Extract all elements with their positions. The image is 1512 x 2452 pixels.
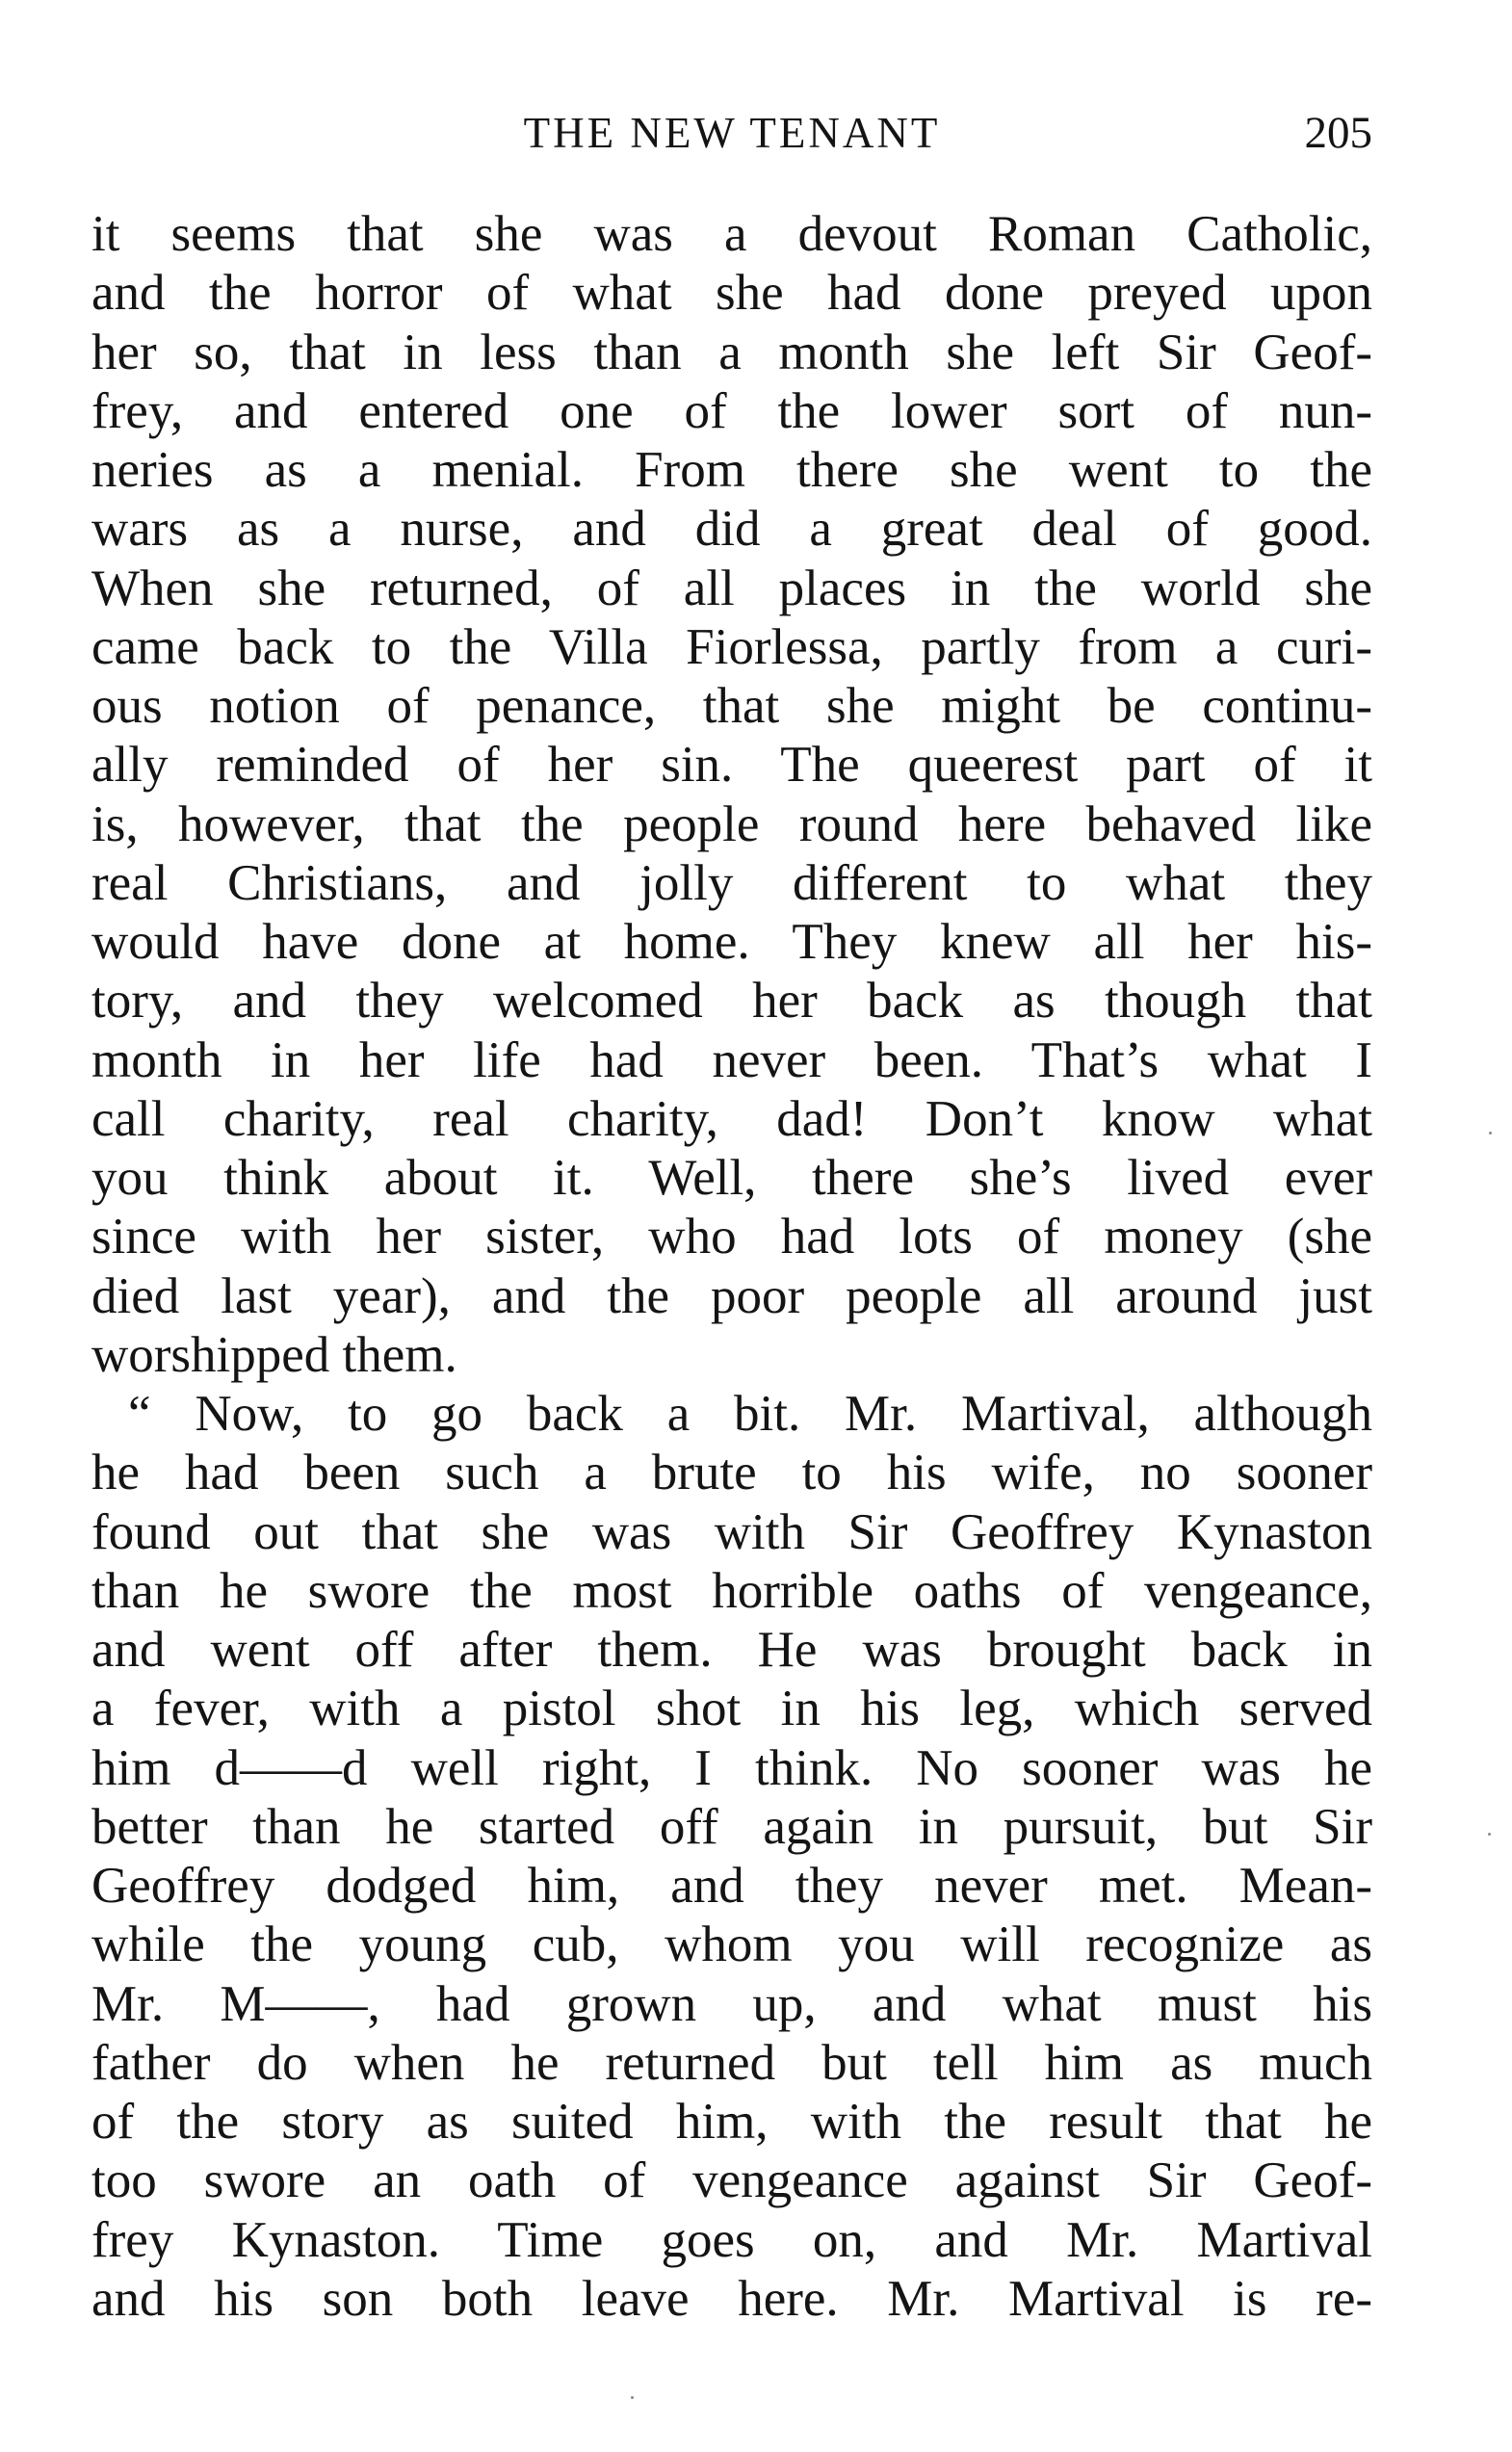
text-line: neries as a menial. From there she went to the <box>91 442 1372 498</box>
paper-speck <box>631 2396 634 2399</box>
text-line: would have done at home. They knew all her his- <box>91 914 1372 970</box>
text-line: ally reminded of her sin. The queerest part of it <box>91 737 1372 794</box>
page-number: 205 <box>1304 108 1372 158</box>
text-line: died last year), and the poor people all around just <box>91 1267 1372 1324</box>
text-line: call charity, real charity, dad! Don’t know what <box>91 1090 1372 1147</box>
text-line: When she returned, of all places in the world she <box>91 560 1372 616</box>
text-line: it seems that she was a devout Roman Catholic, <box>91 206 1372 262</box>
text-line: father do when he returned but tell him as much <box>91 2034 1372 2091</box>
running-header <box>91 104 1372 162</box>
text-line: a fever, with a pistol shot in his leg, which served <box>91 1681 1372 1737</box>
text-line: you think about it. Well, there she’s lived ever <box>91 1150 1372 1206</box>
text-line: frey Kynaston. Time goes on, and Mr. Martival <box>91 2211 1372 2268</box>
paper-speck <box>1488 1833 1491 1836</box>
text-line: and went off after them. He was brought back in <box>91 1622 1372 1678</box>
text-line: him d——d well right, I think. No sooner was he <box>91 1739 1372 1796</box>
text-line: Mr. M——, had grown up, and what must his <box>91 1975 1372 2032</box>
text-line: since with her sister, who had lots of money (she <box>91 1209 1372 1265</box>
paragraph-end-line: worshipped them. <box>91 1326 457 1383</box>
running-title: THE NEW TENANT <box>523 109 941 157</box>
text-line: is, however, that the people round here behaved like <box>91 796 1372 852</box>
text-line: wars as a nurse, and did a great deal of good. <box>91 501 1372 558</box>
text-line: while the young cub, whom you will recognize as <box>91 1917 1372 1973</box>
text-line: found out that she was with Sir Geoffrey Kynaston <box>91 1503 1372 1560</box>
paragraph-start-line: “ Now, to go back a bit. Mr. Martival, although <box>128 1386 1372 1442</box>
text-line: Geoffrey dodged him, and they never met. Mean- <box>91 1858 1372 1914</box>
text-line: and his son both leave here. Mr. Martival is re- <box>91 2270 1372 2327</box>
body-text <box>91 205 1372 2329</box>
text-line: better than he started off again in pursuit, but Sir <box>91 1798 1372 1855</box>
text-line: than he swore the most horrible oaths of vengeance, <box>91 1562 1372 1619</box>
text-line: tory, and they welcomed her back as though that <box>91 973 1372 1030</box>
paper-speck <box>1489 1132 1492 1135</box>
text-line: came back to the Villa Fiorlessa, partly from a curi- <box>91 618 1372 675</box>
text-line: and the horror of what she had done preyed upon <box>91 265 1372 322</box>
text-line: too swore an oath of vengeance against Sir Geof- <box>91 2152 1372 2209</box>
text-line: he had been such a brute to his wife, no sooner <box>91 1445 1372 1501</box>
text-line: real Christians, and jolly different to what they <box>91 854 1372 911</box>
text-line: of the story as suited him, with the result that he <box>91 2094 1372 2150</box>
text-line: ous notion of penance, that she might be continu- <box>91 678 1372 734</box>
text-line: month in her life had never been. That’s what I <box>91 1031 1372 1088</box>
text-line: frey, and entered one of the lower sort of nun- <box>91 382 1372 439</box>
text-line: her so, that in less than a month she left Sir Geof- <box>91 324 1372 380</box>
